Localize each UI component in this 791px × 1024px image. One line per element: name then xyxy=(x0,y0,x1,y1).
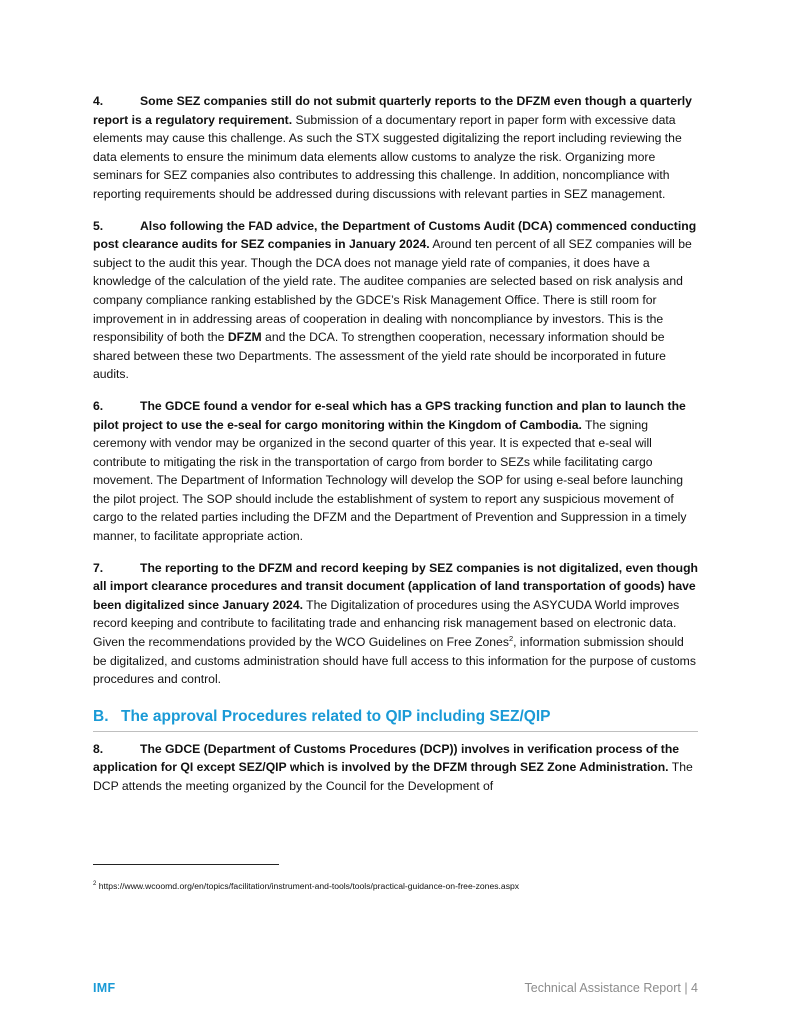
section-letter: B. xyxy=(93,707,109,725)
imf-logo: IMF xyxy=(93,981,116,995)
paragraph-lead: Some SEZ companies still do not submit quarterly reports to the DFZM even though a quarterly report is a regulatory requirement. xyxy=(93,94,692,127)
paragraph-number: 5. xyxy=(93,218,104,233)
paragraph-body: The Digitalization of procedures using the ASYCUDA World improves record keeping and contribute to facilitating trade and enhancing risk management based on electronic data. Given the recommendations provided by the WCO Guidelines on Free Zones xyxy=(93,597,680,650)
paragraph-body: Around ten percent of all SEZ companies will be subject to the audit this year. Though the DCA does not manage yield rate of companies, it does have a knowledge of the calculation of the yield rate. The auditee companies are selected based on risk analysis and company compliance ranking established by the GDCE’s Risk Management Office. There is still room for improvement in in addressing areas of cooperation in dealing with noncompliance by investors. This is the responsibility of both the xyxy=(93,237,692,345)
paragraph-8 xyxy=(93,740,698,796)
paragraph-body: , information submission should be digitalized, and customs administration should have full access to this information for the purpose of customs procedures and control. xyxy=(93,635,696,687)
paragraph-body: The DCP attends the meeting organized by the Council for the Development of xyxy=(93,760,693,793)
section-heading xyxy=(93,707,698,732)
footnote-number: 2 xyxy=(93,881,97,888)
paragraph-number: 6. xyxy=(93,398,104,413)
paragraph-5 xyxy=(93,217,698,384)
paragraph-lead: The GDCE (Department of Customs Procedures (DCP)) involves in verification process of the application for QI except SEZ/QIP which is involved by the DFZM through SEZ Zone Administration. xyxy=(93,741,680,775)
paragraph-7 xyxy=(93,559,698,689)
section-title: The approval Procedures related to QIP including SEZ/QIP xyxy=(121,707,551,725)
footnote-reference[interactable]: 2 xyxy=(508,633,514,643)
footnote xyxy=(93,880,519,892)
page-content xyxy=(93,92,698,809)
paragraph-number: 4. xyxy=(93,94,104,108)
paragraph-6 xyxy=(93,397,698,546)
paragraph-lead: The GDCE found a vendor for e-seal which has a GPS tracking function and plan to launch the pilot project to use the e-seal for cargo monitoring within the Kingdom of Cambodia. xyxy=(93,398,686,432)
paragraph-4 xyxy=(93,92,698,204)
paragraph-body: and the DCA. To strengthen cooperation, necessary information should be shared between these two Departments. The assessment of the yield rate should be incorporated in future audits. xyxy=(93,330,666,382)
paragraph-number: 8. xyxy=(93,741,104,756)
paragraph-bold-term: DFZM xyxy=(227,330,262,345)
footer-page-label: Technical Assistance Report | 4 xyxy=(524,981,698,995)
paragraph-body: The signing ceremony with vendor may be organized in the second quarter of this year. It is expected that e-seal will contribute to mitigating the risk in the transportation of cargo from border to SEZs while facilitating cargo movement. The Department of Information Technology will develop the SOP for using e-seal before launching the pilot project. The SOP should include the establishment of system to report any suspicious movement of cargo to the related parties including the DFZM and the Department of Prevention and Suppression in a timely manner, to facilitate appropriate action. xyxy=(93,417,687,544)
paragraph-body: Submission of a documentary report in paper form with excessive data elements may cause this challenge. As such the STX suggested digitalizing the report including reviewing the data elements to ensure the minimum data elements allow customs to analyze the risk. Organizing more seminars for SEZ companies also contributes to addressing this challenge. In addition, noncompliance with reporting requirements should be addressed during discussions with relevant parties in SEZ management. xyxy=(93,112,682,201)
paragraph-number: 7. xyxy=(93,560,104,575)
paragraph-lead: The reporting to the DFZM and record keeping by SEZ companies is not digitalized, even though all import clearance procedures and transit document (application of land transportation of goods) have been digitalized since January 2024. xyxy=(93,560,698,612)
footnote-link[interactable]: https://www.wcoomd.org/en/topics/facilitation/instrument-and-tools/tools/practical-guidance-on-free-zones.aspx xyxy=(96,881,520,891)
paragraph-lead: Also following the FAD advice, the Department of Customs Audit (DCA) commenced conducting post clearance audits for SEZ companies in January 2024. xyxy=(93,218,697,252)
footnote-divider xyxy=(93,864,279,865)
